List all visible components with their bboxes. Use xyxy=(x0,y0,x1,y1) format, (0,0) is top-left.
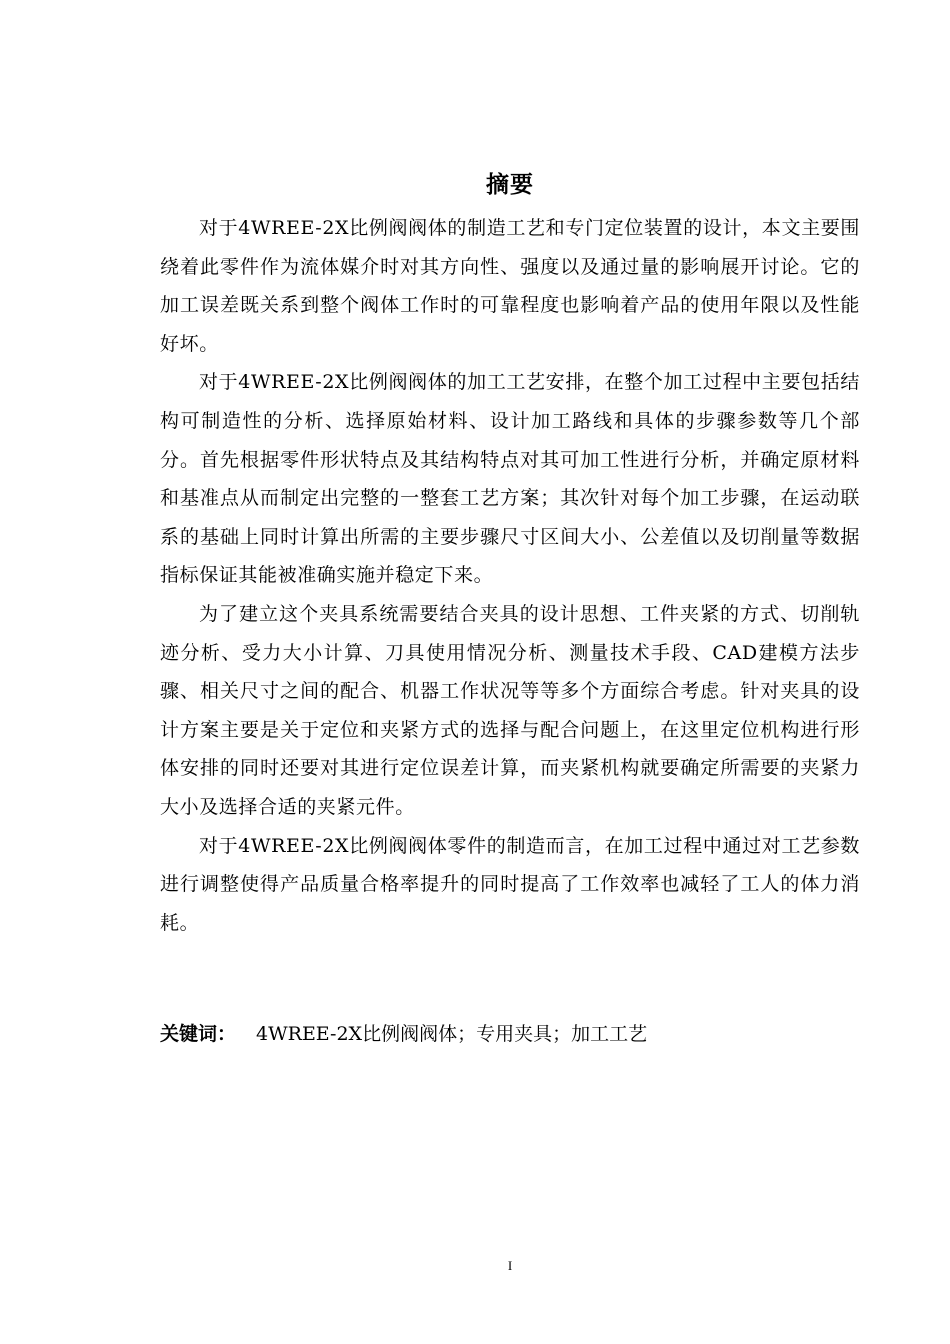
abstract-title: 摘要 xyxy=(486,172,534,198)
page-number: I xyxy=(507,1258,513,1273)
abstract-body xyxy=(160,209,860,942)
abstract-paragraph-3: 为了建立这个夹具系统需要结合夹具的设计思想、工件夹紧的方式、切削轨迹分析、受力大小计算、刀具使用情况分析、测量技术手段、CAD建模方法步骤、相关尺寸之间的配合、机器工作状况等等多个方面综合考虑。针对夹具的设计方案主要是关于定位和夹紧方式的选择与配合问题上，在这里定位机构进行形体安排的同时还要对其进行定位误差计算，而夹紧机构就要确定所需要的夹紧力大小及选择合适的夹紧元件。 xyxy=(160,602,860,818)
keywords-line xyxy=(160,1017,860,1051)
keywords-label: 关键词： xyxy=(160,1023,237,1045)
abstract-paragraph-2: 对于4WREE-2X比例阀阀体的加工工艺安排，在整个加工过程中主要包括结构可制造性的分析、选择原始材料、设计加工路线和具体的步骤参数等几个部分。首先根据零件形状特点及其结构特点对其可加工性进行分析，并确定原材料和基准点从而制定出完整的一整套工艺方案；其次针对每个加工步骤，在运动联系的基础上同时计算出所需的主要步骤尺寸区间大小、公差值以及切削量等数据指标保证其能被准确实施并稳定下来。 xyxy=(160,371,860,587)
keywords-text: 4WREE-2X比例阀阀体；专用夹具；加工工艺 xyxy=(256,1023,648,1045)
abstract-paragraph-4: 对于4WREE-2X比例阀阀体零件的制造而言，在加工过程中通过对工艺参数进行调整使得产品质量合格率提升的同时提高了工作效率也减轻了工人的体力消耗。 xyxy=(160,834,860,934)
abstract-paragraph-1: 对于4WREE-2X比例阀阀体的制造工艺和专门定位装置的设计，本文主要围绕着此零件作为流体媒介时对其方向性、强度以及通过量的影响展开讨论。它的加工误差既关系到整个阀体工作时的可靠程度也影响着产品的使用年限以及性能好坏。 xyxy=(160,217,860,355)
